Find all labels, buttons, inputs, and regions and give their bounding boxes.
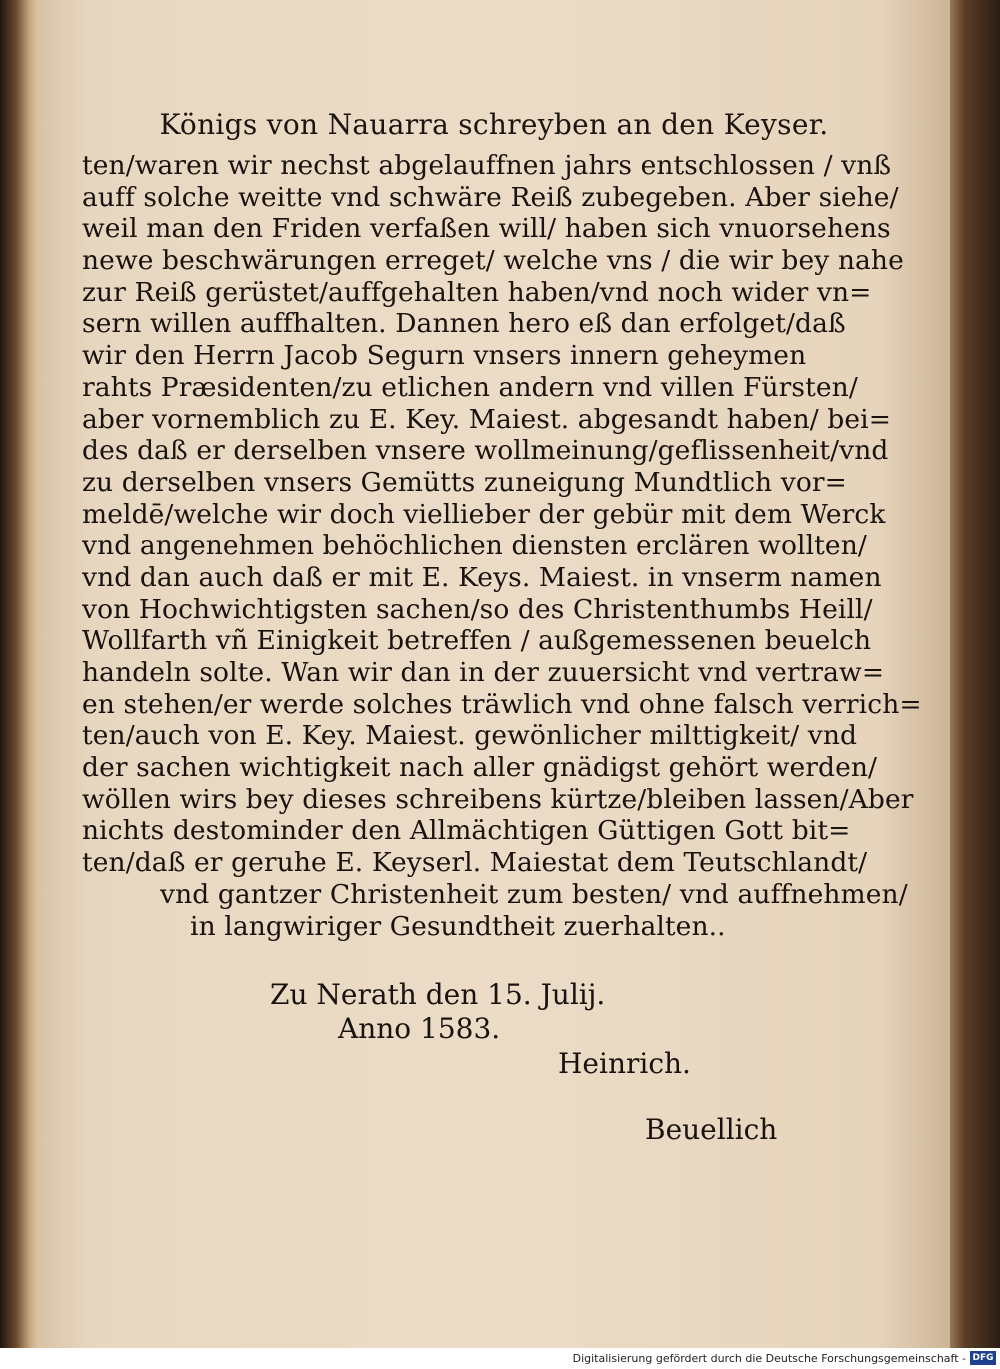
- text-line: der sachen wichtigkeit nach aller gnädigst gehört werden/: [82, 752, 878, 784]
- text-line: in langwiriger Gesundtheit zuerhalten..: [190, 910, 726, 942]
- text-line: aber vornemblich zu E. Key. Maiest. abgesandt haben/ bei=: [82, 403, 892, 435]
- text-line: newe beschwärungen erreget/ welche vns / die wir bey nahe: [82, 245, 904, 277]
- book-page: [38, 0, 950, 1348]
- text-line: vnd gantzer Christenheit zum besten/ vnd auffnehmen/: [160, 878, 908, 910]
- text-line: en stehen/er werde solches träwlich vnd ohne falsch verrich=: [82, 688, 922, 720]
- text-line: zur Reiß gerüstet/auffgehalten haben/vnd noch wider vn=: [82, 276, 872, 308]
- text-line: meldē/welche wir doch viellieber der gebür mit dem Werck: [82, 498, 886, 530]
- place-date: Zu Nerath den 15. Julij.: [270, 978, 606, 1011]
- dfg-logo: DFG: [970, 1351, 996, 1365]
- text-line: wir den Herrn Jacob Segurn vnsers innern geheymen: [82, 340, 807, 372]
- body-text: [82, 150, 922, 942]
- signature: Heinrich.: [558, 1047, 691, 1080]
- book-spine-edge: [0, 0, 40, 1348]
- text-line: rahts Præsidenten/zu etlichen andern vnd villen Fürsten/: [82, 371, 858, 403]
- text-line: ten/auch von E. Key. Maiest. gewönlicher milttigkeit/ vnd: [82, 720, 858, 752]
- catchword: Beuellich: [645, 1113, 778, 1146]
- text-line: Wollfarth vñ Einigkeit betreffen / außgemessenen beuelch: [82, 625, 872, 657]
- text-line: wöllen wirs bey dieses schreibens kürtze/bleiben lassen/Aber: [82, 783, 914, 815]
- text-line: ten/daß er geruhe E. Keyserl. Maiestat dem Teutschlandt/: [82, 847, 868, 879]
- funding-credit: Digitalisierung gefördert durch die Deutsche Forschungsgemeinschaft -: [572, 1352, 966, 1365]
- text-line: vnd angenehmen behöchlichen diensten erclären wollten/: [82, 530, 867, 562]
- text-line: nichts destominder den Allmächtigen Güttigen Gott bit=: [82, 815, 851, 847]
- text-line: auff solche weitte vnd schwäre Reiß zubegeben. Aber siehe/: [82, 181, 899, 213]
- text-line: von Hochwichtigsten sachen/so des Christenthumbs Heill/: [82, 593, 873, 625]
- text-line: ten/waren wir nechst abgelauffnen jahrs entschlossen / vnß: [82, 150, 892, 181]
- text-line: des daß er derselben vnsere wollmeinung/geflissenheit/vnd: [82, 435, 889, 467]
- year-line: Anno 1583.: [338, 1012, 501, 1045]
- text-line: weil man den Friden verfaßen will/ haben sich vnuorsehens: [82, 213, 891, 245]
- page-right-edge: [946, 0, 1000, 1348]
- running-head: Königs von Nauarra schreyben an den Keyser.: [159, 108, 829, 141]
- text-line: vnd dan auch daß er mit E. Keys. Maiest. in vnserm namen: [82, 561, 882, 593]
- text-line: handeln solte. Wan wir dan in der zuuersicht vnd vertraw=: [82, 657, 885, 688]
- text-line: zu derselben vnsers Gemütts zuneigung Mundtlich vor=: [82, 466, 847, 498]
- text-line: sern willen auffhalten. Dannen hero eß dan erfolget/daß: [82, 308, 846, 340]
